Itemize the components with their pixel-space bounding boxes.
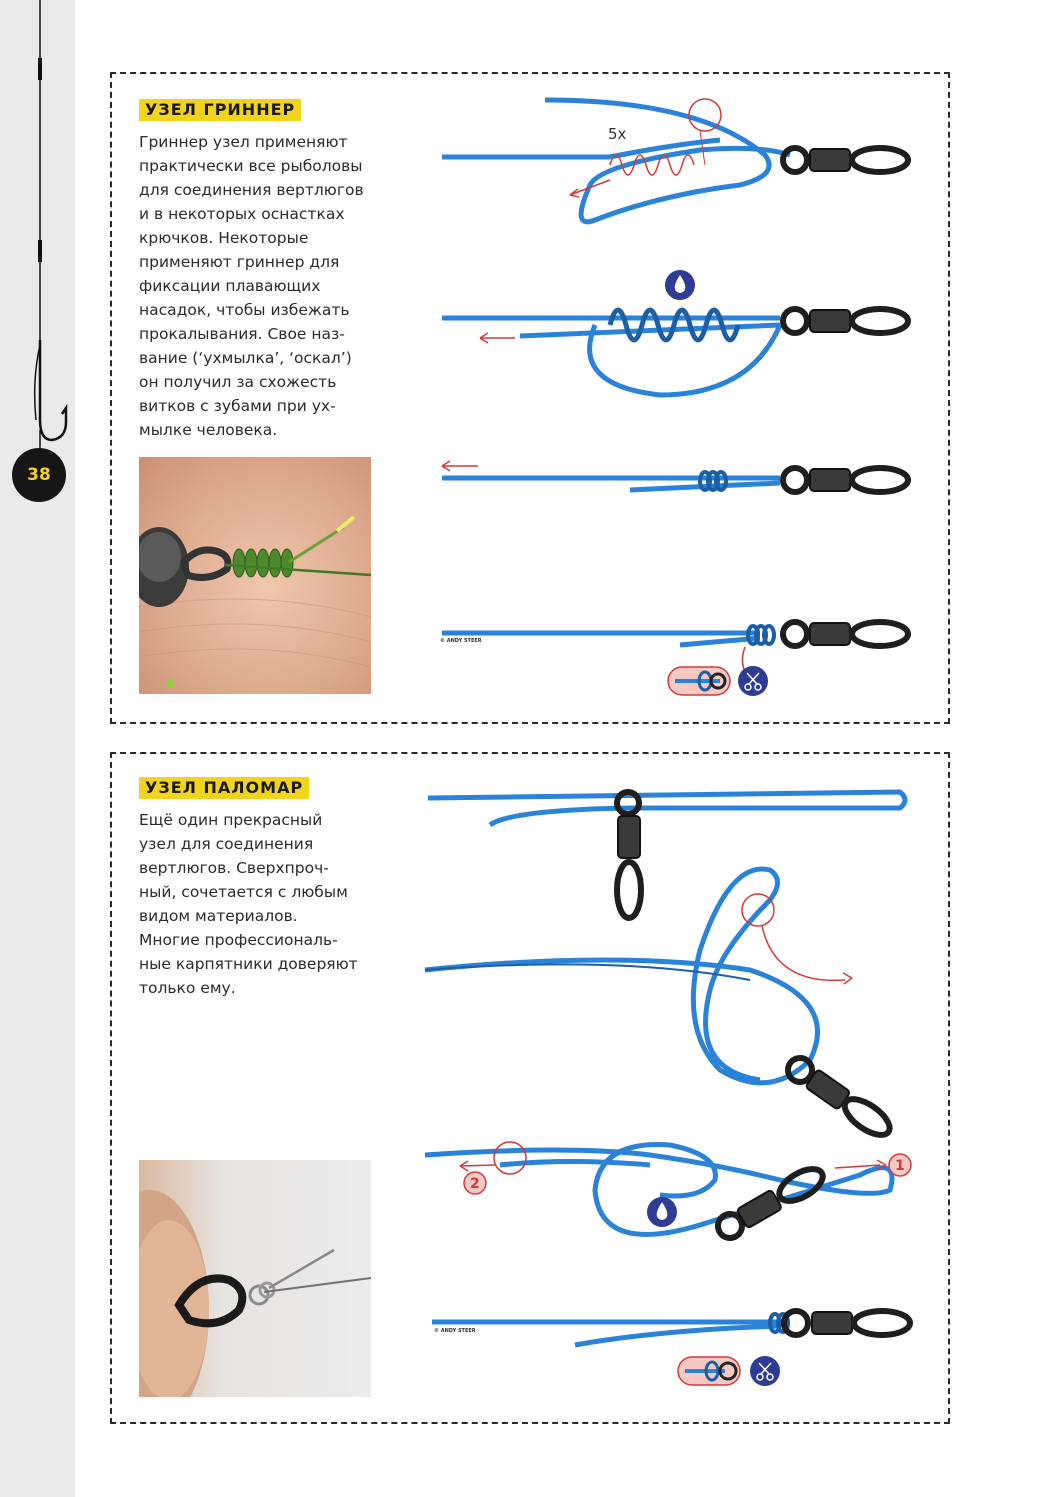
palomar-title: УЗЕЛ ПАЛОМАР <box>139 777 309 799</box>
page-gutter <box>0 0 75 1497</box>
palomar-step-4 <box>432 1311 910 1386</box>
step-1-marker: 1 <box>895 1158 905 1174</box>
palomar-photo <box>139 1160 371 1397</box>
fishing-line-hook-icon <box>0 0 75 1497</box>
grinner-diagram <box>420 85 940 705</box>
page-number-badge: 38 <box>12 448 66 502</box>
grinner-step-3 <box>442 461 780 490</box>
palomar-step-3 <box>425 1142 911 1242</box>
grinner-title: УЗЕЛ ГРИННЕР <box>139 99 301 121</box>
palomar-step-1 <box>428 792 905 918</box>
grinner-step-1 <box>442 99 790 222</box>
palomar-step-2 <box>425 869 895 1142</box>
grinner-step-2 <box>442 270 780 395</box>
step-2-marker: 2 <box>470 1176 480 1192</box>
palomar-credit: © ANDY STEER <box>434 1328 476 1334</box>
palomar-description: Ещё один прекрасный узел для соединения вертлюгов. Сверхпроч- ный, сочетается с любым видом материалов. Многие профессиональ- ные карпятники доверяют только ему. <box>139 811 358 997</box>
palomar-diagram <box>420 770 940 1410</box>
swivel-icon <box>783 148 908 646</box>
grinner-description: Гриннер узел применяют практически все рыболовы для соединения вертлюгов и в некоторых оснастках крючков. Некоторые применяют гриннер для фиксации плавающих насадок, чтобы избежать прокалывания. Свое наз- вание (‘ухмылка’, ‘оскал’) он получил за схожесть витков с зубами при ух- мылке человека. <box>139 133 364 439</box>
turns-count-label: 5x <box>608 125 627 143</box>
grinner-step-4 <box>440 626 774 696</box>
grinner-photo <box>139 457 371 694</box>
grinner-credit: © ANDY STEER <box>440 638 482 644</box>
